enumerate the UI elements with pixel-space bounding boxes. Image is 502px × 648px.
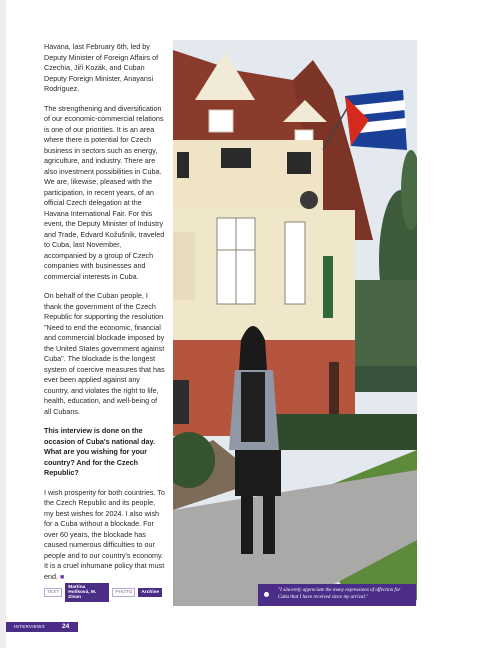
photo-caption (258, 584, 416, 606)
ambassador-photo (173, 40, 417, 606)
article-text-column (44, 42, 165, 592)
photo-credit-label: PHOTO (112, 588, 135, 597)
caption-bullet-icon (264, 592, 269, 597)
paragraph-4-text: I wish prosperity for both countries. To the Czech Republic and its people, my best wishes for 2024. I also wish for a Cuba without a blockade. For over 60 years, the blockade has caused numerous difficulties to our people and to our country's economy. It is a cruel inhumane policy that must end. (44, 487, 165, 581)
paragraph-3: On behalf of the Cuban people, I thank the government of the Czech Republic for supporting the resolution "Need to end the economic, financial and commercial blockade imposed by the United States government against Cuba". The blockade is the longest system of coercive measures that has ever been applied against any country, and violates the right to life, health, education, and well-being of all Cubans. (44, 291, 165, 416)
text-credit-value: Martina Hošková, M. Zinan (65, 583, 109, 602)
footer-section-label: INTERVIEWS (14, 624, 45, 629)
paragraph-2: The strengthening and diversification of our economic-commercial relations is one of our priorities. It is an area where there is potential for Czech business in sectors such as energy, agriculture, and industry. There are also investment possibilities in Cuba. We are, likewise, pleased with the participation, in recent years, of an official Czech delegation at the Havana International Fair. For this event, the Deputy Minister of Industry and Trade, Edvard Kožušník, traveled to Cuba, last November, accompanied by a group of Czech companies with businesses and commercial interests in Cuba. (44, 103, 165, 281)
end-mark-icon: ■ (60, 573, 65, 581)
paragraph-1: Havana, last February 6th, led by Deputy Minister of Foreign Affairs of Czechia, Jiří Kozák, and Cuban Deputy Foreign Minister, Anayansi Rodríguez. (44, 42, 159, 93)
photo-illustration (173, 40, 417, 606)
paragraph-4 (44, 488, 165, 584)
caption-text: "I sincerely appreciate the many expressions of affection for Cuba that I have received since my arrival." (278, 587, 401, 600)
photo-credit-value: Archive (138, 588, 162, 597)
photo-credits (44, 584, 162, 600)
page-number: 24 (62, 623, 70, 630)
interview-question: This interview is done on the occasion of Cuba's national day. What are you wishing for your country? And for the Czech Republic? (44, 426, 156, 477)
text-credit-label: TEXT (44, 588, 62, 597)
page-margin-rule (0, 0, 6, 648)
